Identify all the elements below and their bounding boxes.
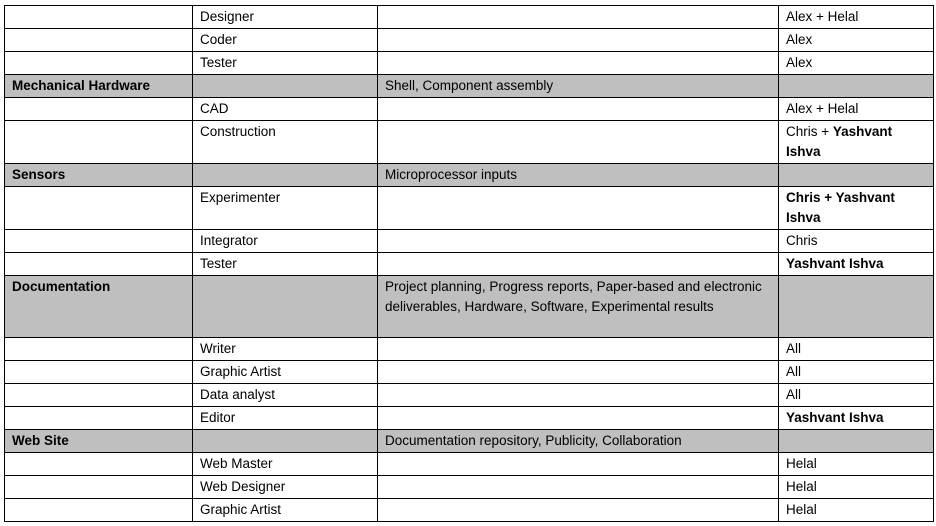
- role-cell: Tester: [193, 52, 378, 75]
- table-row: [5, 187, 934, 230]
- table-row: [5, 52, 934, 75]
- role-cell: Web Designer: [193, 476, 378, 499]
- assignee-name: Alex: [786, 32, 813, 47]
- table-row: [5, 476, 934, 499]
- table-row: [5, 407, 934, 430]
- description-cell: [378, 187, 779, 230]
- section-cell: Documentation: [5, 276, 193, 338]
- role-cell: Integrator: [193, 230, 378, 253]
- table-row: [5, 499, 934, 522]
- role-cell: [193, 276, 378, 338]
- table-row: [5, 384, 934, 407]
- assignee-cell: [779, 453, 934, 476]
- assignee-cell: [779, 164, 934, 187]
- description-cell: [378, 121, 779, 164]
- description-cell: Microprocessor inputs: [378, 164, 779, 187]
- role-cell: Writer: [193, 338, 378, 361]
- section-cell: [5, 6, 193, 29]
- assignee-name: Yashvant Ishva: [786, 124, 893, 159]
- table-row: [5, 453, 934, 476]
- section-cell: [5, 361, 193, 384]
- section-header-row: [5, 430, 934, 453]
- assignee-cell: [779, 230, 934, 253]
- table-body: [5, 6, 934, 522]
- section-cell: [5, 338, 193, 361]
- description-cell: [378, 338, 779, 361]
- section-header-row: [5, 164, 934, 187]
- role-cell: Data analyst: [193, 384, 378, 407]
- table-row: [5, 338, 934, 361]
- assignee-name: Alex + Helal: [786, 9, 859, 24]
- assignee-cell: [779, 6, 934, 29]
- role-cell: Graphic Artist: [193, 361, 378, 384]
- role-cell: [193, 75, 378, 98]
- role-cell: Editor: [193, 407, 378, 430]
- description-cell: Shell, Component assembly: [378, 75, 779, 98]
- description-cell: [378, 230, 779, 253]
- assignee-name: Chris: [786, 233, 818, 248]
- section-cell: [5, 453, 193, 476]
- section-cell: [5, 121, 193, 164]
- section-cell: [5, 407, 193, 430]
- role-cell: [193, 164, 378, 187]
- description-cell: [378, 384, 779, 407]
- assignee-name: Yashvant Ishva: [786, 256, 884, 271]
- table-row: [5, 253, 934, 276]
- assignee-cell: [779, 52, 934, 75]
- role-cell: Tester: [193, 253, 378, 276]
- role-cell: [193, 430, 378, 453]
- assignee-name: Chris +: [786, 124, 833, 139]
- description-cell: Documentation repository, Publicity, Collaboration: [378, 430, 779, 453]
- section-cell: Sensors: [5, 164, 193, 187]
- section-header-row: [5, 75, 934, 98]
- role-cell: Graphic Artist: [193, 499, 378, 522]
- section-header-row: [5, 276, 934, 338]
- assignee-cell: [779, 187, 934, 230]
- description-cell: [378, 6, 779, 29]
- section-cell: Web Site: [5, 430, 193, 453]
- table-row: [5, 230, 934, 253]
- description-cell: [378, 361, 779, 384]
- role-cell: CAD: [193, 98, 378, 121]
- role-cell: Web Master: [193, 453, 378, 476]
- assignee-name: Alex: [786, 55, 813, 70]
- description-cell: [378, 453, 779, 476]
- description-cell: Project planning, Progress reports, Paper-based and electronic deliverables, Hardware, Software, Experimental results: [378, 276, 779, 338]
- assignee-cell: [779, 361, 934, 384]
- assignee-cell: [779, 98, 934, 121]
- section-cell: [5, 499, 193, 522]
- description-cell: [378, 98, 779, 121]
- section-cell: Mechanical Hardware: [5, 75, 193, 98]
- assignee-cell: [779, 407, 934, 430]
- assignee-cell: [779, 276, 934, 338]
- assignee-name: All: [786, 364, 802, 379]
- section-cell: [5, 98, 193, 121]
- section-cell: [5, 253, 193, 276]
- assignee-cell: [779, 75, 934, 98]
- assignee-name: Chris + Yashvant Ishva: [786, 190, 895, 225]
- section-cell: [5, 230, 193, 253]
- role-cell: Construction: [193, 121, 378, 164]
- description-cell: [378, 253, 779, 276]
- assignee-cell: [779, 430, 934, 453]
- assignee-cell: [779, 499, 934, 522]
- responsibilities-table: [4, 5, 934, 522]
- section-cell: [5, 476, 193, 499]
- assignee-name: Helal: [786, 479, 817, 494]
- assignee-cell: [779, 29, 934, 52]
- assignee-name: Helal: [786, 502, 817, 517]
- assignee-name: Alex + Helal: [786, 101, 859, 116]
- description-cell: [378, 29, 779, 52]
- role-cell: Experimenter: [193, 187, 378, 230]
- description-cell: [378, 407, 779, 430]
- table-row: [5, 6, 934, 29]
- table-row: [5, 121, 934, 164]
- assignee-cell: [779, 384, 934, 407]
- section-cell: [5, 52, 193, 75]
- section-cell: [5, 29, 193, 52]
- assignee-name: Yashvant Ishva: [786, 410, 884, 425]
- assignee-name: All: [786, 341, 802, 356]
- section-cell: [5, 384, 193, 407]
- description-cell: [378, 476, 779, 499]
- role-cell: Designer: [193, 6, 378, 29]
- description-cell: [378, 499, 779, 522]
- assignee-cell: [779, 253, 934, 276]
- description-cell: [378, 52, 779, 75]
- section-cell: [5, 187, 193, 230]
- assignee-cell: [779, 121, 934, 164]
- table-row: [5, 29, 934, 52]
- table-row: [5, 361, 934, 384]
- assignee-name: Helal: [786, 456, 817, 471]
- assignee-name: All: [786, 387, 802, 402]
- role-cell: Coder: [193, 29, 378, 52]
- assignee-cell: [779, 476, 934, 499]
- table-row: [5, 98, 934, 121]
- assignee-cell: [779, 338, 934, 361]
